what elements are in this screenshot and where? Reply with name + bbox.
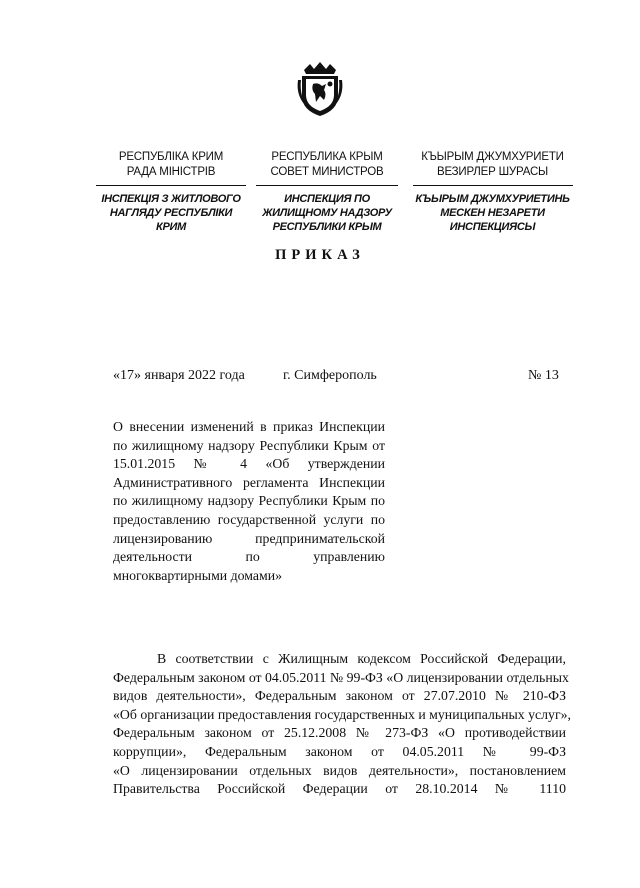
subject-line: деятельности по управлению	[113, 549, 385, 565]
body-line: В соответствии с Жилищным кодексом Российской Федерации,	[157, 651, 566, 666]
subject-line: по жилищному надзору Республики Крым по	[113, 493, 385, 509]
body-line: «О лицензировании отдельных видов деятельности», постановлением	[113, 762, 566, 778]
subject-line: по жилищному надзору Республики Крым от	[113, 437, 385, 453]
divider	[96, 185, 246, 186]
body-line: Правительства Российской Федерации от 28.10.2014 № 1110	[113, 781, 566, 797]
header-center-top-line: РЕСПУБЛИКА КРЫМ	[271, 151, 383, 163]
document-title: ПРИКАЗ	[275, 247, 365, 263]
subject-line: лицензированию предпринимательской	[113, 530, 385, 546]
document-subject	[113, 418, 385, 585]
header-left-column	[96, 150, 246, 234]
subject-line: О внесении изменений в приказ Инспекции	[113, 419, 385, 434]
subject-line: многоквартирными домами»	[113, 567, 283, 583]
header-center-column	[252, 150, 402, 234]
subject-line: предоставлению государственной услуги по	[113, 511, 385, 527]
header-center-top-line: СОВЕТ МИНИСТРОВ	[270, 166, 384, 178]
header-left-bottom-line: ІНСПЕКЦІЯ З ЖИТЛОВОГО	[101, 193, 241, 205]
header-center-bottom-line: ИНСПЕКЦИЯ ПО	[284, 193, 370, 205]
body-line: видов деятельности», Федеральным законом от 27.07.2010 № 210-ФЗ	[113, 688, 566, 704]
header-left-top-line: РЕСПУБЛІКА КРИМ	[118, 151, 224, 163]
document-date: «17» января 2022 года	[113, 368, 245, 383]
header-center-bottom-line: ЖИЛИЩНОМУ НАДЗОРУ	[262, 207, 392, 219]
coat-of-arms-icon	[296, 60, 344, 118]
header-right-bottom-line: КЪЫРЫМ ДЖУМХУРИЕТИНЬ	[415, 193, 570, 205]
document-number: № 13	[528, 368, 559, 383]
header-center-bottom-line: РЕСПУБЛИКИ КРЫМ	[272, 221, 382, 233]
header-right-bottom-line: ИНСПЕКЦИЯСЫ	[449, 221, 536, 233]
header-right-top-line: КЪЫРЫМ ДЖУМХУРИЕТИ	[421, 151, 564, 163]
header-left-top-line: РАДА МІНІСТРІВ	[126, 166, 216, 178]
document-body	[113, 650, 571, 799]
header-left-bottom-line: КРИМ	[156, 221, 186, 233]
document-city: г. Симферополь	[283, 368, 377, 383]
divider	[256, 185, 398, 186]
body-line: коррупции», Федеральным законом от 04.05.2011 № 99-ФЗ	[113, 743, 566, 759]
header-left-bottom-line: НАГЛЯДУ РЕСПУБЛІКИ	[109, 207, 233, 219]
header-right-column	[410, 150, 575, 234]
body-line: Федеральным законом от 04.05.2011 № 99-ФЗ «О лицензировании отдельных	[113, 669, 569, 685]
divider	[413, 185, 573, 186]
subject-line: Административного регламента Инспекции	[113, 474, 385, 490]
body-line: Федеральным законом от 25.12.2008 № 273-ФЗ «О противодействии	[113, 725, 566, 741]
body-line: «Об организации предоставления государственных и муниципальных услуг»,	[113, 706, 571, 722]
subject-line: 15.01.2015 № 4 «Об утверждении	[113, 456, 385, 472]
header-right-top-line: ВЕЗИРЛЕР ШУРАСЫ	[436, 166, 549, 178]
header-right-bottom-line: МЕСКЕН НЕЗАРЕТИ	[440, 207, 545, 219]
